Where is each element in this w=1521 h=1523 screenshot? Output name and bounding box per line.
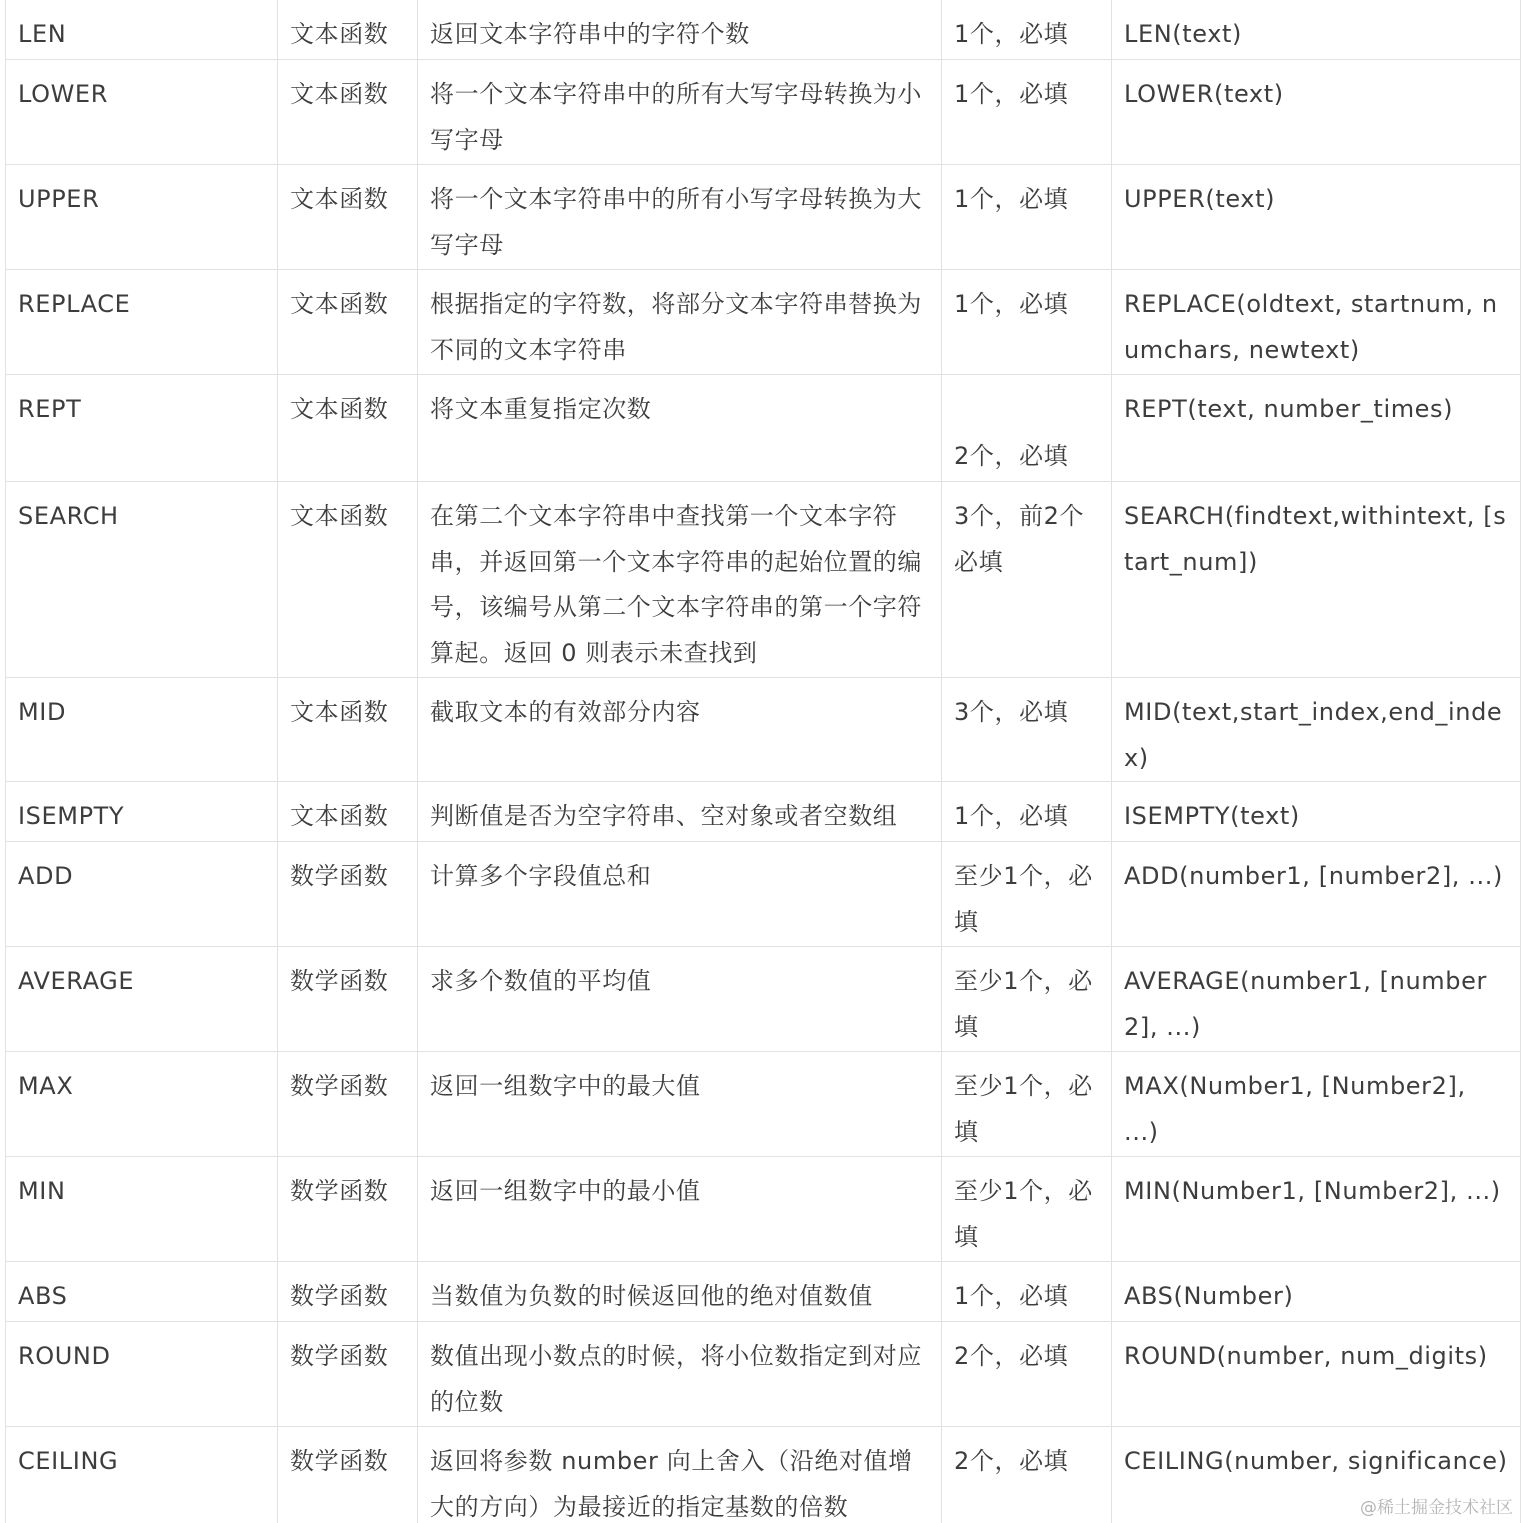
function-category: 文本函数 (278, 0, 418, 60)
function-name: MID (6, 678, 278, 782)
function-params: 1个，必填 (942, 782, 1112, 842)
function-category: 数学函数 (278, 1427, 418, 1523)
function-params: 至少1个，必填 (942, 1157, 1112, 1262)
function-name: MAX (6, 1052, 278, 1157)
function-category: 数学函数 (278, 1157, 418, 1262)
function-category: 数学函数 (278, 1052, 418, 1157)
function-name: REPLACE (6, 270, 278, 375)
function-params: 1个，必填 (942, 0, 1112, 60)
function-description: 根据指定的字符数，将部分文本字符串替换为不同的文本字符串 (418, 270, 942, 375)
function-syntax: MAX(Number1, [Number2], ...) (1112, 1052, 1521, 1157)
function-name: ISEMPTY (6, 782, 278, 842)
function-params: 至少1个，必填 (942, 1052, 1112, 1157)
function-params: 1个，必填 (942, 270, 1112, 375)
function-description: 将一个文本字符串中的所有大写字母转换为小写字母 (418, 60, 942, 165)
function-syntax: REPT(text, number_times) (1112, 375, 1521, 482)
function-name: REPT (6, 375, 278, 482)
function-description: 返回一组数字中的最大值 (418, 1052, 942, 1157)
function-category: 数学函数 (278, 1262, 418, 1322)
table-row-max (6, 1052, 1521, 1157)
table-row-mid (6, 678, 1521, 782)
table-row-average (6, 947, 1521, 1052)
watermark: @稀土掘金技术社区 (1360, 1498, 1513, 1518)
function-syntax: MIN(Number1, [Number2], ...) (1112, 1157, 1521, 1262)
function-name: MIN (6, 1157, 278, 1262)
function-params: 至少1个，必填 (942, 947, 1112, 1052)
function-category: 文本函数 (278, 165, 418, 270)
table-row-abs (6, 1262, 1521, 1322)
function-syntax: CEILING(number, significance) (1112, 1427, 1521, 1523)
table-row-add (6, 842, 1521, 947)
function-syntax: ROUND(number, num_digits) (1112, 1322, 1521, 1427)
function-syntax: SEARCH(findtext,withintext, [start_num]) (1112, 482, 1521, 678)
function-params: 3个，必填 (942, 678, 1112, 782)
function-description: 在第二个文本字符串中查找第一个文本字符串，并返回第一个文本字符串的起始位置的编号，该编号从第二个文本字符串的第一个字符算起。返回 0 则表示未查找到 (418, 482, 942, 678)
function-category: 文本函数 (278, 482, 418, 678)
function-name: LEN (6, 0, 278, 60)
table-row-replace (6, 270, 1521, 375)
function-syntax: AVERAGE(number1, [number2], ...) (1112, 947, 1521, 1052)
function-name: ROUND (6, 1322, 278, 1427)
function-description: 当数值为负数的时候返回他的绝对值数值 (418, 1262, 942, 1322)
table-row-ceiling (6, 1427, 1521, 1523)
table-row-rept (6, 375, 1521, 482)
function-syntax: UPPER(text) (1112, 165, 1521, 270)
function-category: 文本函数 (278, 375, 418, 482)
function-params: 1个，必填 (942, 60, 1112, 165)
function-table (5, 0, 1521, 1523)
function-name: ABS (6, 1262, 278, 1322)
function-params: 1个，必填 (942, 1262, 1112, 1322)
table-row-isempty (6, 782, 1521, 842)
function-description: 求多个数值的平均值 (418, 947, 942, 1052)
function-params: 至少1个，必填 (942, 842, 1112, 947)
function-category: 文本函数 (278, 270, 418, 375)
table-row-upper (6, 165, 1521, 270)
function-description: 返回将参数 number 向上舍入（沿绝对值增大的方向）为最接近的指定基数的倍数 (418, 1427, 942, 1523)
function-syntax: ISEMPTY(text) (1112, 782, 1521, 842)
function-params: 2个，必填 (942, 1427, 1112, 1523)
function-name: ADD (6, 842, 278, 947)
table-row-len (6, 0, 1521, 60)
table-row-round (6, 1322, 1521, 1427)
function-name: LOWER (6, 60, 278, 165)
function-description: 截取文本的有效部分内容 (418, 678, 942, 782)
function-description: 返回一组数字中的最小值 (418, 1157, 942, 1262)
function-syntax: LOWER(text) (1112, 60, 1521, 165)
function-category: 数学函数 (278, 1322, 418, 1427)
function-params: 3个，前2个必填 (942, 482, 1112, 678)
table-row-search (6, 482, 1521, 678)
table-row-lower (6, 60, 1521, 165)
function-name: AVERAGE (6, 947, 278, 1052)
function-params: 1个，必填 (942, 165, 1112, 270)
function-description: 计算多个字段值总和 (418, 842, 942, 947)
function-name: SEARCH (6, 482, 278, 678)
function-syntax: MID(text,start_index,end_index) (1112, 678, 1521, 782)
table-row-min (6, 1157, 1521, 1262)
function-description: 判断值是否为空字符串、空对象或者空数组 (418, 782, 942, 842)
function-syntax: LEN(text) (1112, 0, 1521, 60)
function-syntax: ADD(number1, [number2], ...) (1112, 842, 1521, 947)
function-category: 数学函数 (278, 947, 418, 1052)
function-name: UPPER (6, 165, 278, 270)
function-syntax: ABS(Number) (1112, 1262, 1521, 1322)
function-syntax: REPLACE(oldtext, startnum, numchars, newtext) (1112, 270, 1521, 375)
function-description: 返回文本字符串中的字符个数 (418, 0, 942, 60)
function-params: 2个，必填 (942, 375, 1112, 482)
function-description: 将一个文本字符串中的所有小写字母转换为大写字母 (418, 165, 942, 270)
function-params: 2个，必填 (942, 1322, 1112, 1427)
function-category: 文本函数 (278, 678, 418, 782)
function-description: 将文本重复指定次数 (418, 375, 942, 482)
function-description: 数值出现小数点的时候，将小位数指定到对应的位数 (418, 1322, 942, 1427)
function-category: 文本函数 (278, 782, 418, 842)
function-category: 数学函数 (278, 842, 418, 947)
function-name: CEILING (6, 1427, 278, 1523)
function-category: 文本函数 (278, 60, 418, 165)
